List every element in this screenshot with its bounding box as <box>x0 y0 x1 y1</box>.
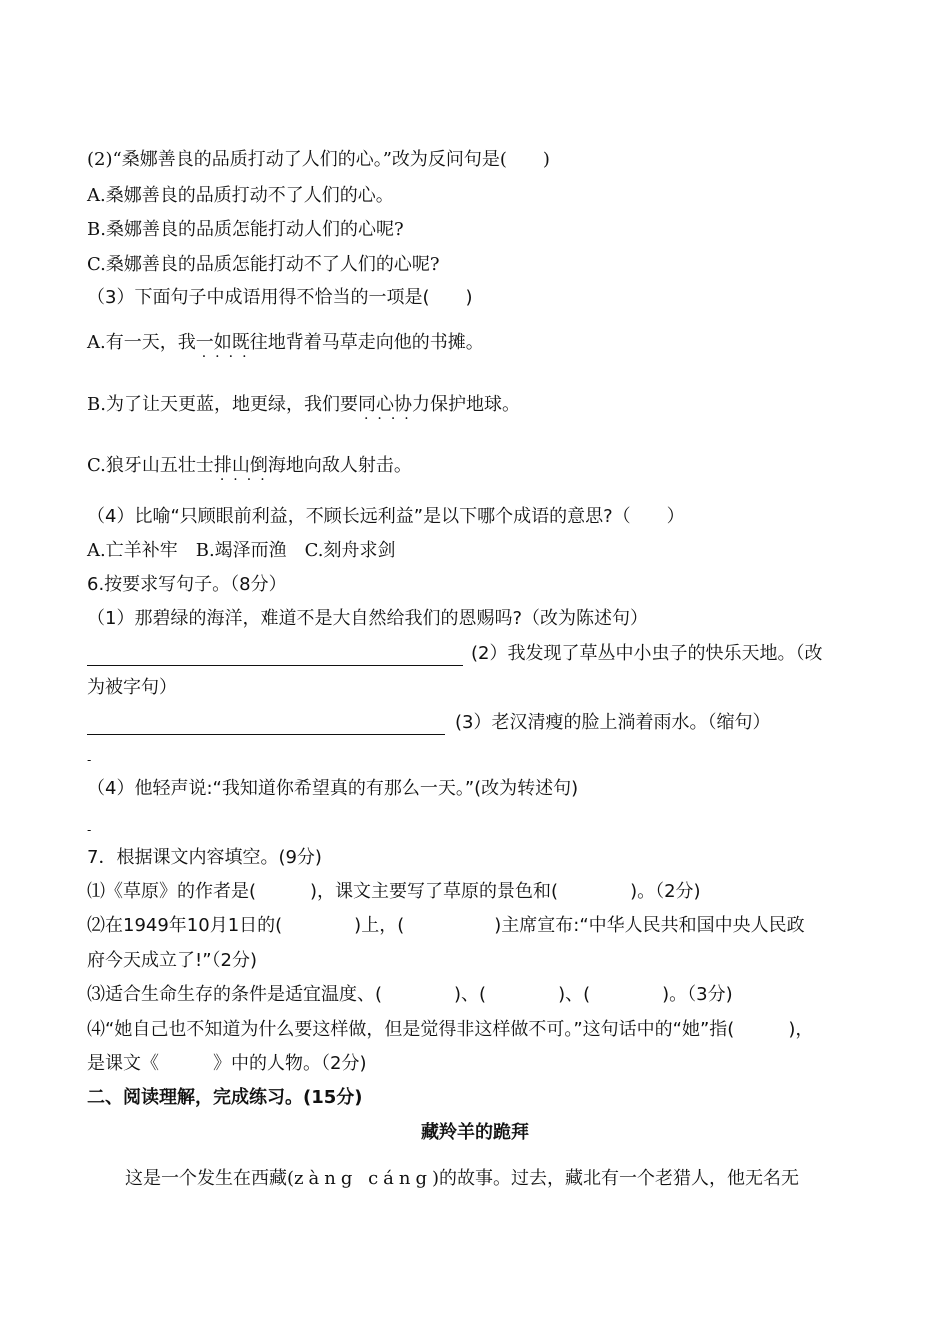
q5-part3-option-c <box>87 454 862 488</box>
emphasized-idiom <box>357 394 430 427</box>
q5-part2-option-a: A.桑娜善良的品质打动不了人们的心。 <box>87 185 394 206</box>
emphasis-dots: ···· <box>201 349 256 365</box>
story-paragraph-1 <box>125 1167 862 1191</box>
option-b-prefix: B.为了让天更蓝，地更绿，我们要 <box>87 394 358 415</box>
q7-fill-2: ⑵在1949年10月1日的( )上，( )主席宣布:“中华人民共和国中央人民政 <box>87 915 805 936</box>
q5-part3-option-b <box>87 393 862 427</box>
q7-title: 7．根据课文内容填空。(9分) <box>87 847 322 868</box>
q5-part2-option-c: C.桑娜善良的品质怎能打动不了人们的心呢? <box>87 254 440 275</box>
option-a-suffix: 地背着马草走向他的书摊。 <box>267 332 484 353</box>
option-c-suffix: 地向敌人射击。 <box>285 455 412 476</box>
story-text-pre: 这是一个发生在西藏( <box>125 1168 295 1189</box>
q6-sentence-2-cont: 为被字句） <box>87 677 177 698</box>
answer-dash-1: - <box>87 753 92 767</box>
story-text-post: )的故事。过去，藏北有一个老猎人，他无名无 <box>432 1168 800 1189</box>
q5-part2-stem: (2)“桑娜善良的品质打动了人们的心。”改为反问句是( ) <box>87 149 550 170</box>
q6-title: 6.按要求写句子。（8分） <box>87 574 287 595</box>
q6-sentence-1: （1）那碧绿的海洋，难道不是大自然给我们的恩赐吗?（改为陈述句） <box>87 608 649 629</box>
q6-sentence-2: (2）我发现了草丛中小虫子的快乐天地。（改 <box>471 643 823 664</box>
q7-fill-3: ⑶适合生命生存的条件是适宜温度、( )、( )、( )。（3分) <box>87 984 733 1005</box>
idiom-text: 一如既往 <box>195 332 268 353</box>
q7-fill-4: ⑷“她自己也不知道为什么要这样做，但是觉得非这样做不可。”这句话中的“她”指( )， <box>87 1019 814 1040</box>
emphasized-idiom <box>195 332 268 365</box>
q7-fill-2-cont: 府今天成立了!”（2分) <box>87 950 258 971</box>
story-title: 藏羚羊的跪拜 <box>421 1122 529 1143</box>
q5-part2-option-b: B.桑娜善良的品质怎能打动人们的心呢? <box>87 219 404 240</box>
q6-sentence-3: (3）老汉清瘦的脸上淌着雨水。（缩句） <box>455 712 771 733</box>
q6-sentence-4: （4）他轻声说:“我知道你希望真的有那么一天。”(改为转述句) <box>87 778 579 799</box>
option-a-prefix: A.有一天，我 <box>87 332 196 353</box>
idiom-text: 排山倒海 <box>213 455 286 476</box>
emphasized-idiom <box>213 455 286 488</box>
emphasis-dots: ···· <box>219 472 274 488</box>
q6-line-answer-1 <box>87 642 862 666</box>
answer-blank-1[interactable] <box>87 647 463 666</box>
q5-part3-stem: （3）下面句子中成语用得不恰当的一项是( ) <box>87 287 473 308</box>
section-2-heading: 二、阅读理解，完成练习。(15分) <box>87 1087 363 1108</box>
q5-part4-options: A.亡羊补牢 B.竭泽而渔 C.刻舟求剑 <box>87 540 396 561</box>
answer-dash-2: - <box>87 823 92 837</box>
q5-part4-stem: （4）比喻“只顾眼前利益，不顾长远利益”是以下哪个成语的意思?（ ） <box>87 506 685 527</box>
q7-fill-4-cont: 是课文《 》中的人物。（2分) <box>87 1053 367 1074</box>
q7-fill-1: ⑴《草原》的作者是( )，课文主要写了草原的景色和( )。（2分) <box>87 881 701 902</box>
answer-blank-2[interactable] <box>87 716 445 735</box>
option-b-suffix: 保护地球。 <box>429 394 520 415</box>
pinyin-annotation: zàng cáng <box>294 1168 433 1189</box>
option-c-prefix: C.狼牙山五壮士 <box>87 455 214 476</box>
emphasis-dots: ···· <box>363 411 418 427</box>
q5-part3-option-a <box>87 331 862 365</box>
idiom-text: 同心协力 <box>357 394 430 415</box>
q6-line-answer-2 <box>87 711 862 735</box>
